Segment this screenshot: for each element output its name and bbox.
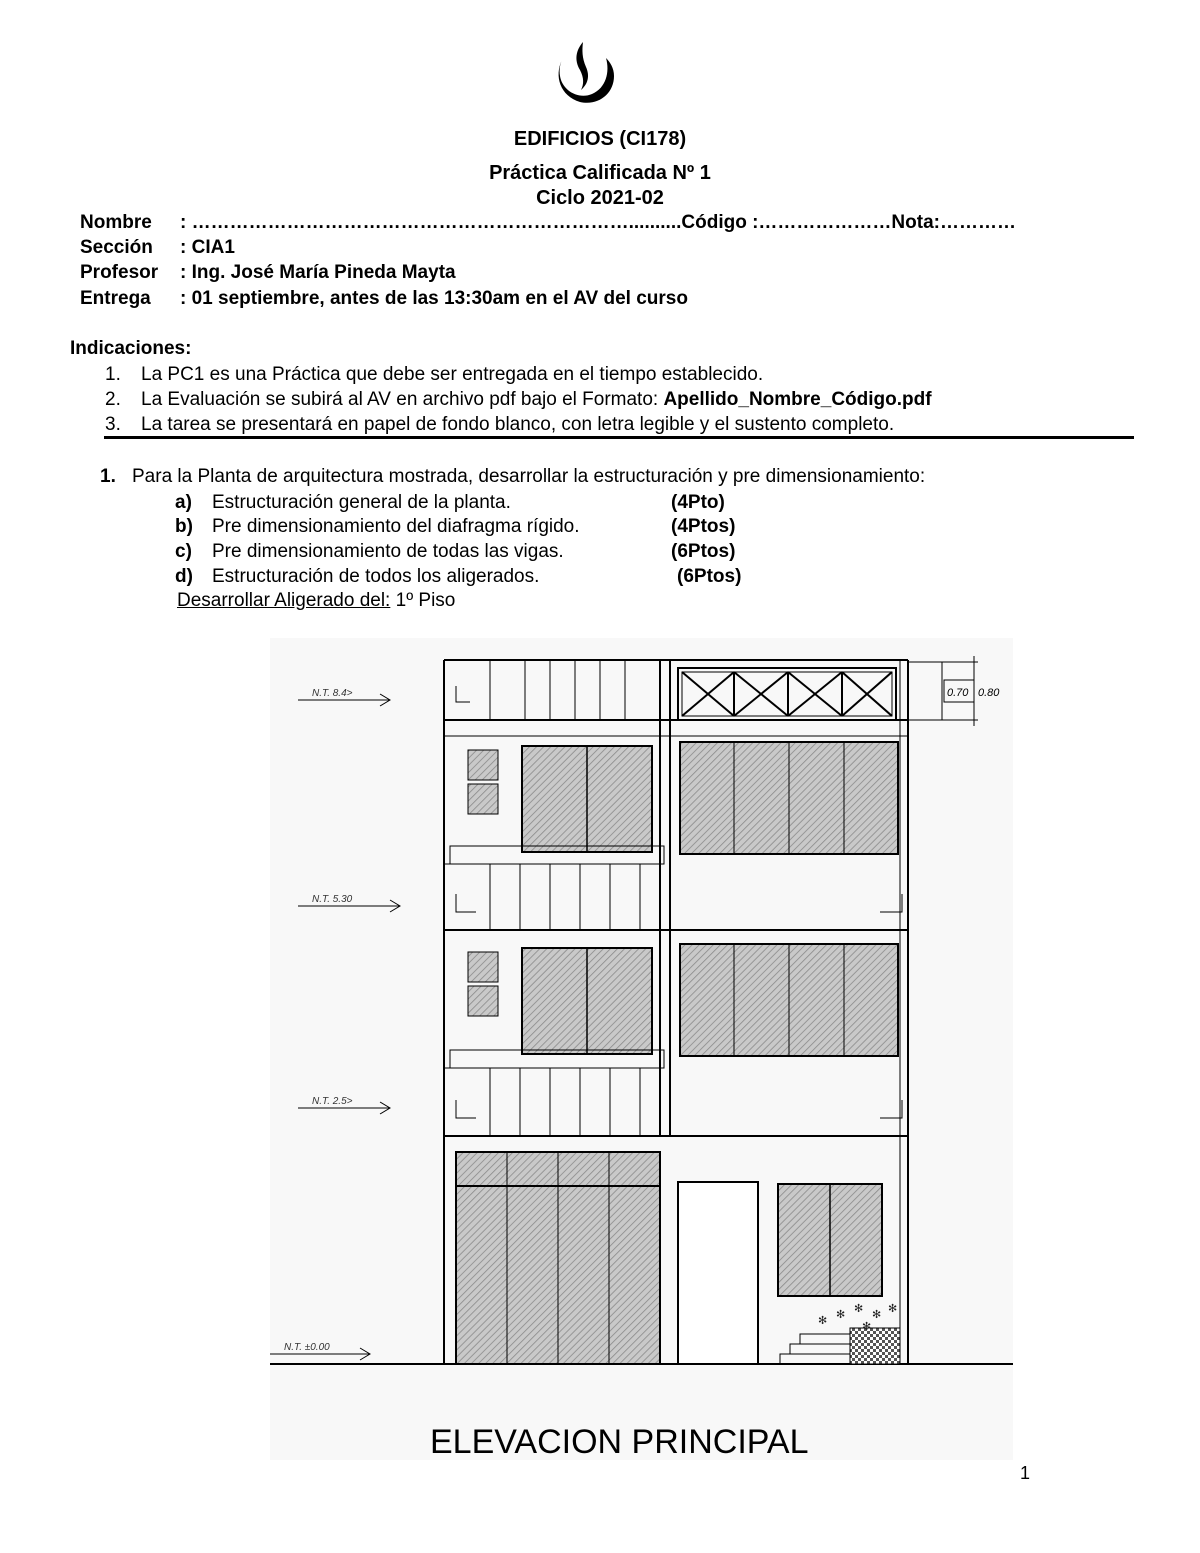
svg-text:✻: ✻: [836, 1308, 846, 1321]
field-label: Sección: [80, 237, 153, 258]
field-nombre: [80, 212, 1016, 234]
subtask: [177, 590, 455, 612]
svg-text:✻: ✻: [818, 1314, 828, 1327]
item-text: La PC1 es una Práctica que debe ser entregada en el tiempo establecido.: [141, 364, 764, 385]
page-number: 1: [1020, 1463, 1031, 1483]
question-text: Para la Planta de arquitectura mostrada, desarrollar la estructuración y pre dimensionamiento:: [132, 466, 926, 487]
field-label: Profesor: [80, 262, 159, 283]
question-item: [175, 516, 736, 538]
item-text: Pre dimensionamiento del diafragma rígido.: [212, 516, 580, 537]
drawing-title: ELEVACION PRINCIPAL: [430, 1423, 809, 1460]
item-format: Apellido_Nombre_Código.pdf: [663, 389, 932, 410]
item-text: La tarea se presentará en papel de fondo blanco, con letra legible y el sustento completo.: [141, 414, 895, 435]
field-value: : 01 septiembre, antes de las 13:30am en el AV del curso: [180, 288, 688, 309]
field-entrega: [80, 288, 688, 310]
item-letter: d): [175, 566, 193, 587]
item-number: 3.: [105, 414, 121, 435]
question-1: [100, 466, 925, 488]
item-points: (4Ptos): [671, 516, 736, 537]
field-label: Nombre: [80, 212, 152, 233]
level-label: N.T. 5.30: [312, 894, 353, 905]
item-number: 2.: [105, 389, 121, 410]
elevation-drawing: [270, 638, 1013, 1460]
level-label: N.T. ±0.00: [284, 1342, 330, 1353]
item-letter: a): [175, 492, 192, 513]
question-item: [175, 566, 742, 588]
item-points: (6Ptos): [671, 541, 736, 562]
question-item: [175, 541, 736, 563]
dimension-label: 0.80: [978, 687, 1000, 699]
question-item: [175, 492, 725, 514]
item-text: La Evaluación se subirá al AV en archivo pdf bajo el Formato:: [141, 389, 664, 410]
svg-text:✻: ✻: [888, 1302, 898, 1315]
level-label: N.T. 2.5>: [312, 1096, 353, 1107]
item-points: (4Pto): [671, 492, 725, 513]
svg-text:✻: ✻: [854, 1302, 864, 1315]
divider: [104, 436, 1134, 439]
item-text: Pre dimensionamiento de todas las vigas.: [212, 541, 564, 562]
item-text: Estructuración de todos los aligerados.: [212, 566, 540, 587]
svg-text:✻: ✻: [872, 1308, 882, 1321]
subtask-label: Desarrollar Aligerado del:: [177, 590, 391, 611]
field-value: : CIA1: [180, 237, 235, 258]
university-logo: [548, 40, 618, 106]
svg-text:✻: ✻: [862, 1320, 872, 1333]
question-number: 1.: [100, 466, 116, 487]
item-letter: b): [175, 516, 193, 537]
dimension-label: 0.70: [947, 687, 969, 699]
field-label: Entrega: [80, 288, 151, 309]
exam-title: Práctica Calificada Nº 1: [489, 162, 711, 184]
item-points: (6Ptos): [677, 566, 742, 587]
indicaciones-title: Indicaciones:: [70, 338, 192, 359]
item-letter: c): [175, 541, 192, 562]
level-label: N.T. 8.4>: [312, 688, 353, 699]
indicacion-item: [105, 414, 894, 436]
field-value: : ……………………………………………………………..........Código :…………………Nota:…………: [180, 212, 1016, 233]
field-value: : Ing. José María Pineda Mayta: [180, 262, 456, 283]
cycle-title: Ciclo 2021-02: [536, 187, 664, 209]
item-text: Estructuración general de la planta.: [212, 492, 511, 513]
item-number: 1.: [105, 364, 121, 385]
field-seccion: [80, 237, 235, 259]
indicacion-item: [105, 364, 763, 386]
course-title: EDIFICIOS (CI178): [513, 128, 687, 150]
field-profesor: [80, 262, 456, 284]
indicacion-item: [105, 389, 932, 411]
subtask-value: 1º Piso: [390, 590, 456, 611]
